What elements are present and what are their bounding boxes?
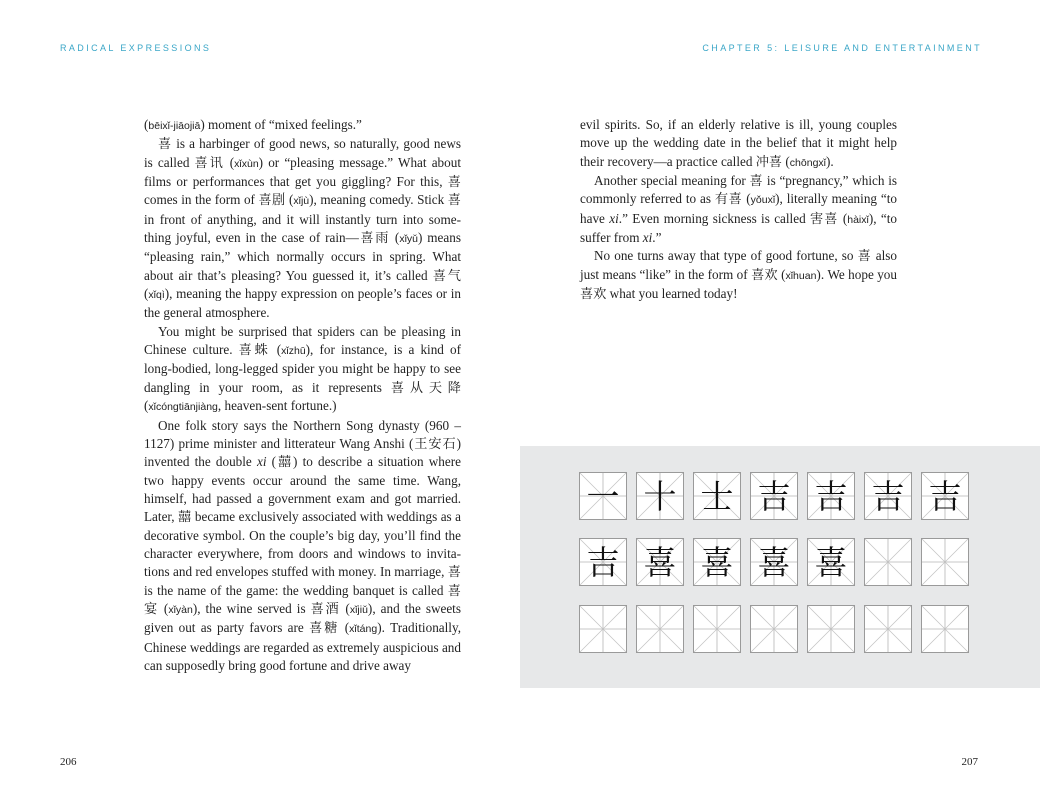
practice-cell	[921, 538, 969, 586]
stroke-character: 吉	[871, 476, 905, 516]
stroke-character: 吉	[928, 476, 962, 516]
practice-cell	[579, 538, 627, 586]
stroke-character: 喜	[643, 542, 677, 582]
practice-row-2	[579, 538, 969, 586]
stroke-character: 一	[586, 476, 620, 516]
stroke-order-practice-panel	[520, 446, 1040, 688]
practice-cell	[750, 538, 798, 586]
paragraph: You might be surprised that spiders can be pleasing in Chinese culture. 喜蛛 (xǐzhū), for instance, is a kind of long-bodied, long-legged spider you might be happy to see dangling in your room, as it represents 喜从天降 (xǐcóngtiānjiàng, heaven-sent fortune.)	[144, 323, 461, 414]
right-text-column	[580, 116, 897, 303]
stroke-character	[694, 606, 740, 652]
stroke-character: 吉	[586, 542, 620, 582]
practice-row-1	[579, 472, 969, 520]
practice-cell	[921, 605, 969, 653]
paragraph: evil spirits. So, if an elderly relative is ill, young couples move up the wedding date in the belief that it might help their recovery—a practice called 冲喜 (chōngxǐ).	[580, 117, 897, 169]
practice-row-3	[579, 605, 969, 653]
practice-cell	[864, 472, 912, 520]
page-number-left: 206	[60, 756, 77, 768]
practice-cell	[807, 472, 855, 520]
paragraph: Another special meaning for 喜 is “pregnancy,” which is commonly referred to as 有喜 (yǒuxǐ), literally meaning “to have xi.” Even morning sickness is called 害喜 (hàixǐ), “to suffer from xi.”	[580, 173, 897, 246]
left-text-column	[144, 116, 461, 675]
paragraph: One folk story says the Northern Song dynasty (960 – 1127) prime minister and litterateur Wang Anshi (王安石) invented the double xi (囍) to describe a situation where two happy events occur around the same time. Wang, himself, had passed a government exam and got married. Later, 囍 became exclusively associated with weddings as a decorative symbol. On the couple’s big day, you’ll find the character everywhere, from doors and windows to invitations and red envelopes stuffed with money. In marriage, 喜 is the name of the game: the wedding banquet is called 喜宴 (xǐyàn), the wine served is 喜酒 (xǐjiǔ), and the sweets given out as party favors are 喜糖 (xǐtáng). Traditionally, Chinese weddings are regarded as extremely auspicious and can supposedly bring good fortune and drive away	[144, 417, 462, 673]
practice-cell	[750, 605, 798, 653]
practice-cell	[693, 472, 741, 520]
stroke-character: 吉	[757, 476, 791, 516]
stroke-character: 喜	[814, 542, 848, 582]
stroke-character: 吉	[814, 476, 848, 516]
practice-cell	[864, 538, 912, 586]
practice-cell	[636, 472, 684, 520]
stroke-character	[922, 606, 968, 652]
stroke-character	[808, 606, 854, 652]
stroke-character: 喜	[700, 542, 734, 582]
stroke-character: 士	[700, 476, 734, 516]
stroke-character	[865, 539, 911, 585]
practice-cell	[579, 472, 627, 520]
stroke-character: 十	[643, 476, 677, 516]
stroke-character	[751, 606, 797, 652]
practice-cell	[750, 472, 798, 520]
practice-cell	[864, 605, 912, 653]
practice-cell	[579, 605, 627, 653]
stroke-character	[865, 606, 911, 652]
paragraph: (bēixǐ-jiāojiā) moment of “mixed feelings.”	[144, 117, 362, 132]
practice-cell	[921, 472, 969, 520]
practice-cell	[693, 605, 741, 653]
practice-cell	[807, 605, 855, 653]
page-number-right: 207	[961, 756, 978, 768]
practice-cell	[636, 538, 684, 586]
running-head-right: CHAPTER 5: LEISURE AND ENTERTAINMENT	[702, 43, 982, 53]
practice-cell	[807, 538, 855, 586]
stroke-character	[580, 606, 626, 652]
paragraph: No one turns away that type of good fortune, so 喜 also just means “like” in the form of 喜欢 (xǐhuan). We hope you 喜欢 what you learned today!	[580, 248, 897, 302]
stroke-character	[637, 606, 683, 652]
practice-cell	[636, 605, 684, 653]
stroke-character: 喜	[757, 542, 791, 582]
practice-cell	[693, 538, 741, 586]
stroke-character	[922, 539, 968, 585]
paragraph: 喜 is a harbinger of good news, so naturally, good news is called 喜讯 (xǐxùn) or “pleasing message.” What about films or performances that get you giggling? For this, 喜 comes in the form of 喜剧 (xǐjù), meaning comedy. Stick 喜 in front of anything, and it will instantly turn into something joyful, even in the case of rain—喜雨 (xǐyǔ) means “pleasing rain,” which normally occurs in spring. What about air that’s pleasing? You guessed it, it’s called 喜气 (xǐqì), meaning the happy expression on people’s faces or in the general atmosphere.	[144, 136, 461, 321]
running-head-left: RADICAL EXPRESSIONS	[60, 43, 212, 53]
